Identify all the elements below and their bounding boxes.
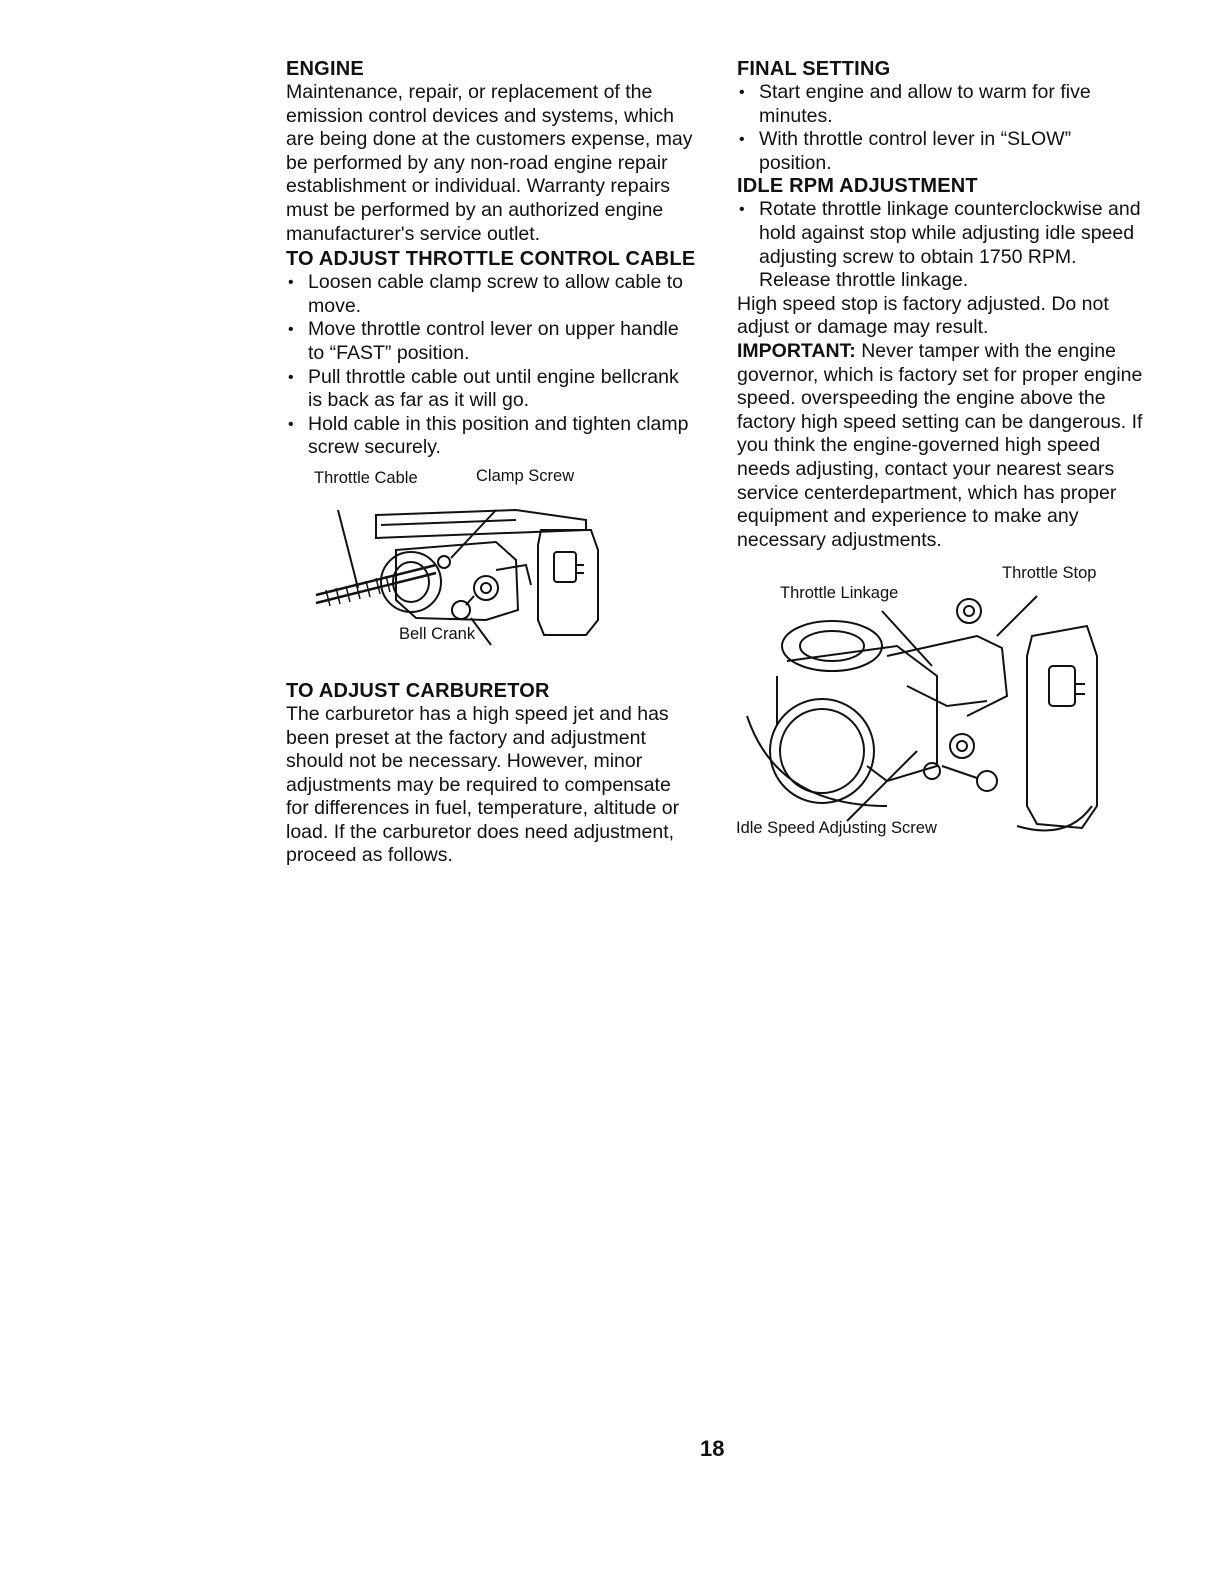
right-column <box>737 58 1147 856</box>
final-setting-section <box>737 58 1147 175</box>
carburetor-heading: TO ADJUST CARBURETOR <box>286 679 550 702</box>
carburetor-section <box>286 680 696 868</box>
list-item: • Pull throttle cable out until engine bellcrank is back as far as it will go. <box>286 366 696 413</box>
final-setting-steps <box>737 81 1147 175</box>
throttle-cable-heading: TO ADJUST THROTTLE CONTROL CABLE <box>286 248 696 271</box>
throttle-linkage-label: Throttle Linkage <box>780 584 899 603</box>
important-text: Never tamper with the engine governor, which is factory set for proper engine speed. overspeeding the engine above the factory high speed setting can be dangerous. If you think the engine-governed high speed needs adjusting, contact your nearest sears service centerdepartment, which has proper equipment and experience to make any necessary adjustments. <box>737 339 1143 551</box>
important-label: IMPORTANT: <box>737 339 856 362</box>
page-number: 18 <box>700 1436 725 1461</box>
list-item: • Start engine and allow to warm for five minutes. <box>737 81 1147 128</box>
high-speed-note: High speed stop is factory adjusted. Do not adjust or damage may result. <box>737 292 1109 339</box>
bell-crank-label: Bell Crank <box>399 624 476 643</box>
throttle-cable-steps <box>286 271 696 460</box>
idle-speed-figure <box>737 566 1147 856</box>
final-setting-heading: FINAL SETTING <box>737 58 891 80</box>
idle-speed-illustration <box>737 566 1117 856</box>
carburetor-text: The carburetor has a high speed jet and has been preset at the factory and adjustment should not be necessary. However, minor adjustments may be required to compensate for differences in fuel, temperature, altitude or load. If the carburetor does need adjustment, proceed as follows. <box>286 702 680 867</box>
throttle-cable-figure <box>286 466 696 670</box>
idle-rpm-heading: IDLE RPM ADJUSTMENT <box>737 175 978 198</box>
list-item: • Rotate throttle linkage counterclockwise and hold against stop while adjusting idle speed adjusting screw to obtain 1750 RPM. Release throttle linkage. <box>737 198 1147 292</box>
left-column <box>286 58 696 868</box>
idle-rpm-section <box>737 175 1147 856</box>
list-item: • Hold cable in this position and tighten clamp screw securely. <box>286 413 696 460</box>
throttle-cable-label: Throttle Cable <box>314 468 418 487</box>
list-item: • Move throttle control lever on upper handle to “FAST” position. <box>286 318 696 365</box>
idle-speed-screw-label: Idle Speed Adjusting Screw <box>736 819 937 838</box>
throttle-cable-section <box>286 248 696 670</box>
engine-text: Maintenance, repair, or replacement of the emission control devices and systems, which are being done at the customers expense, may be performed by any non-road engine repair establishment or individual. Warranty repairs must be performed by an authorized engine manufacturer's service outlet. <box>286 81 693 245</box>
idle-rpm-steps <box>737 198 1147 292</box>
engine-heading: ENGINE <box>286 58 364 80</box>
engine-section <box>286 58 696 246</box>
important-note <box>737 340 1147 552</box>
list-item: • With throttle control lever in “SLOW” position. <box>737 128 1147 175</box>
throttle-stop-label: Throttle Stop <box>1002 564 1097 583</box>
clamp-screw-label: Clamp Screw <box>476 466 575 485</box>
list-item: • Loosen cable clamp screw to allow cable to move. <box>286 271 696 318</box>
